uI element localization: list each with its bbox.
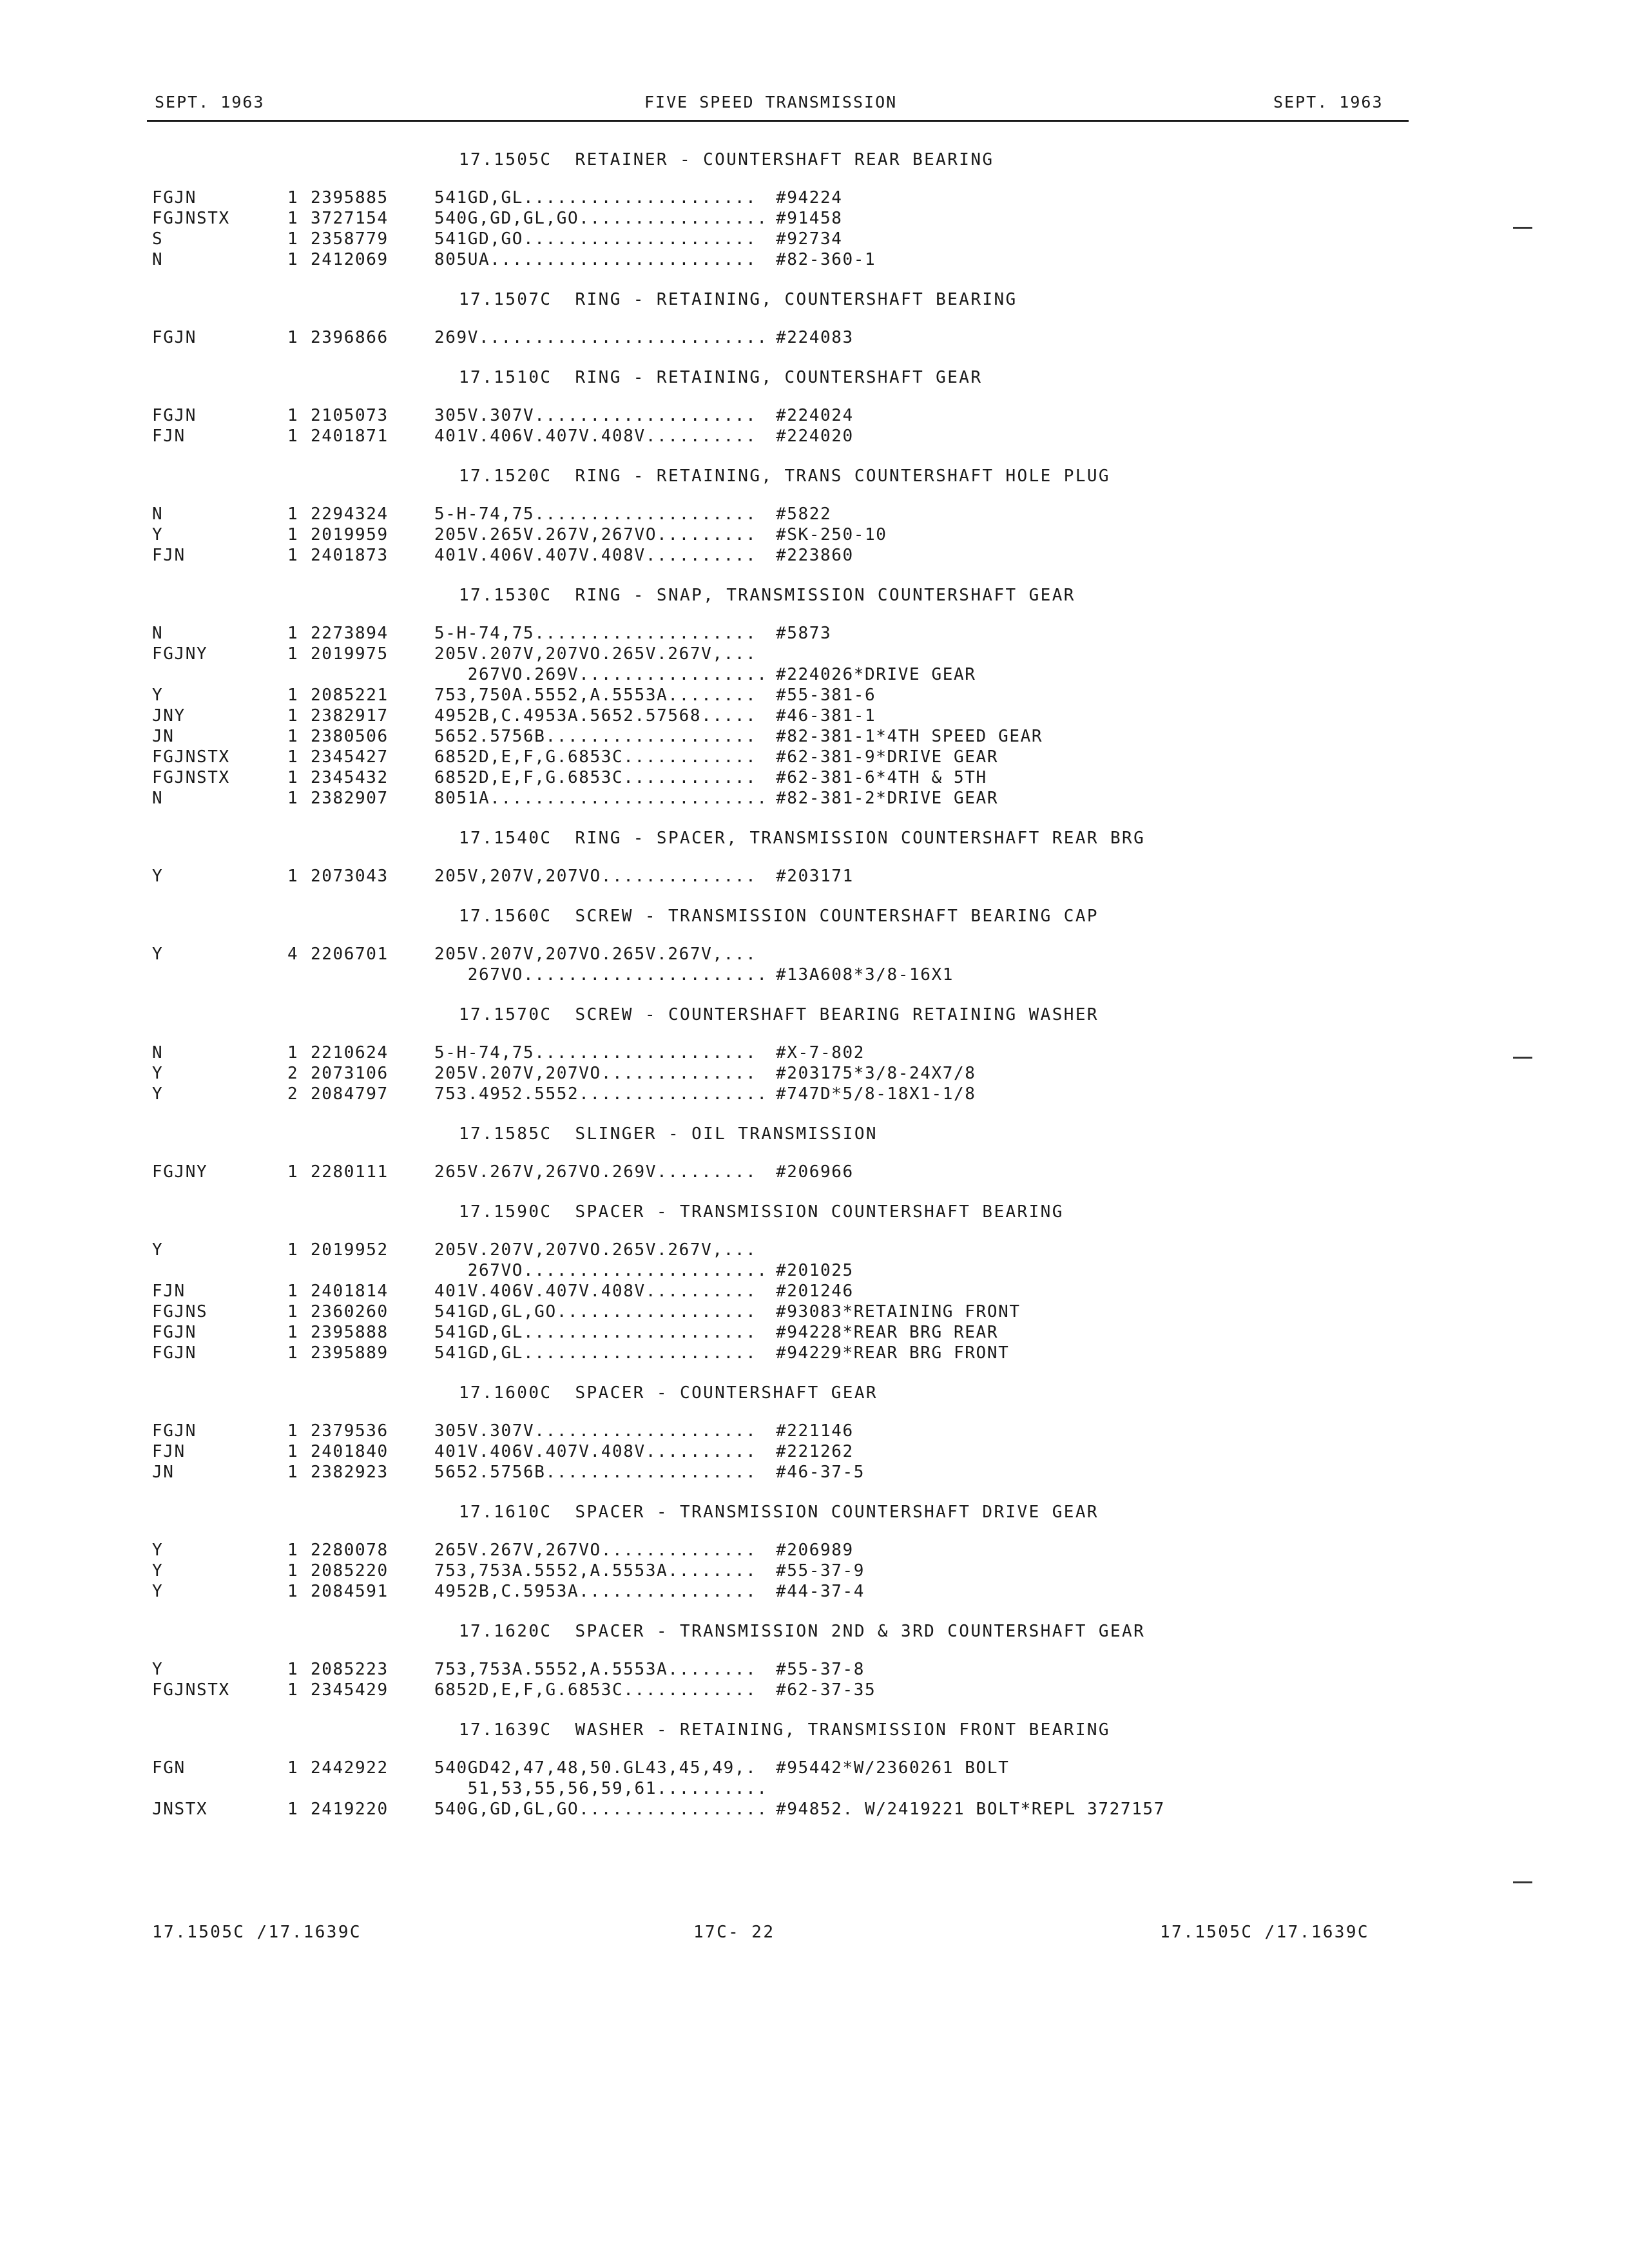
part-row bbox=[0, 944, 1629, 965]
parts-listing bbox=[0, 149, 1629, 1820]
application-desc: 51,53,55,56,59,61.......... bbox=[434, 1779, 768, 1798]
part-number: 2401840 bbox=[311, 1442, 389, 1461]
application-desc: 205V.207V,207VO.265V.267V,... bbox=[434, 1240, 757, 1260]
section-title: 17.1560C SCREW - TRANSMISSION COUNTERSHAFT BEARING CAP bbox=[459, 907, 1099, 926]
quantity: 1 bbox=[287, 1302, 299, 1321]
application-desc: 541GD,GO..................... bbox=[434, 229, 757, 249]
parts-section bbox=[0, 289, 1629, 348]
parts-section bbox=[0, 585, 1629, 809]
section-title: 17.1570C SCREW - COUNTERSHAFT BEARING RETAINING WASHER bbox=[459, 1005, 1099, 1024]
application-desc: 540G,GD,GL,GO................. bbox=[434, 1800, 768, 1819]
part-number: 3727154 bbox=[311, 209, 389, 228]
part-number: 2019975 bbox=[311, 644, 389, 664]
part-row bbox=[0, 1778, 1629, 1799]
model-code: FGJN bbox=[152, 1323, 197, 1342]
section-title: 17.1530C RING - SNAP, TRANSMISSION COUNTERSHAFT GEAR bbox=[459, 586, 1075, 605]
application-desc: 6852D,E,F,G.6853C............ bbox=[434, 747, 757, 767]
reference: #X-7-802 bbox=[776, 1043, 865, 1062]
quantity: 1 bbox=[287, 1282, 299, 1301]
model-code: FGJNSTX bbox=[152, 768, 230, 787]
quantity: 1 bbox=[287, 1582, 299, 1601]
application-desc: 205V.207V,207VO.............. bbox=[434, 1064, 757, 1083]
section-title: 17.1600C SPACER - COUNTERSHAFT GEAR bbox=[459, 1383, 878, 1403]
header-date-right: SEPT. 1963 bbox=[1273, 93, 1383, 111]
part-number: 2273894 bbox=[311, 624, 389, 643]
section-title: 17.1620C SPACER - TRANSMISSION 2ND & 3RD COUNTERSHAFT GEAR bbox=[459, 1622, 1146, 1641]
part-number: 2401873 bbox=[311, 546, 389, 565]
application-desc: 269V.......................... bbox=[434, 328, 768, 347]
model-code: FGJN bbox=[152, 1343, 197, 1363]
reference: #55-381-6 bbox=[776, 686, 876, 705]
part-number: 2085223 bbox=[311, 1660, 389, 1679]
reference: #62-381-9*DRIVE GEAR bbox=[776, 747, 999, 767]
model-code: FGJNS bbox=[152, 1302, 208, 1321]
part-number: 2019959 bbox=[311, 525, 389, 544]
quantity: 1 bbox=[287, 768, 299, 787]
part-number: 2345432 bbox=[311, 768, 389, 787]
application-desc: 5652.5756B................... bbox=[434, 1463, 757, 1482]
reference: #91458 bbox=[776, 209, 843, 228]
quantity: 1 bbox=[287, 1680, 299, 1700]
header-rule bbox=[147, 120, 1409, 122]
part-row bbox=[0, 726, 1629, 747]
footer-page-number: 17C- 22 bbox=[693, 1923, 775, 1942]
part-row bbox=[0, 1758, 1629, 1778]
reference: #94229*REAR BRG FRONT bbox=[776, 1343, 1010, 1363]
parts-section bbox=[0, 906, 1629, 985]
footer-range-left: 17.1505C /17.1639C bbox=[152, 1923, 361, 1942]
reference: #82-381-2*DRIVE GEAR bbox=[776, 789, 999, 808]
part-number: 2345429 bbox=[311, 1680, 389, 1700]
reference: #55-37-9 bbox=[776, 1561, 865, 1581]
part-number: 2442922 bbox=[311, 1758, 389, 1778]
reference: #221146 bbox=[776, 1421, 854, 1441]
model-code: N bbox=[152, 505, 164, 524]
quantity: 1 bbox=[287, 406, 299, 425]
application-desc: 401V.406V.407V.408V.......... bbox=[434, 427, 757, 446]
part-row bbox=[0, 249, 1629, 270]
reference: #94852. W/2419221 BOLT*REPL 3727157 bbox=[776, 1800, 1165, 1819]
part-number: 2073106 bbox=[311, 1064, 389, 1083]
part-number: 2084591 bbox=[311, 1582, 389, 1601]
part-number: 2085220 bbox=[311, 1561, 389, 1581]
parts-section bbox=[0, 1383, 1629, 1483]
model-code: N bbox=[152, 789, 164, 808]
reference: #747D*5/8-18X1-1/8 bbox=[776, 1084, 976, 1104]
part-row bbox=[0, 706, 1629, 726]
model-code: FGJNY bbox=[152, 1162, 208, 1182]
model-code: Y bbox=[152, 1541, 164, 1560]
application-desc: 267VO.269V................. bbox=[434, 665, 768, 684]
application-desc: 267VO...................... bbox=[434, 1261, 768, 1280]
model-code: JN bbox=[152, 1463, 175, 1482]
quantity: 1 bbox=[287, 1463, 299, 1482]
reference: #5822 bbox=[776, 505, 832, 524]
part-row bbox=[0, 1581, 1629, 1602]
model-code: Y bbox=[152, 525, 164, 544]
reference: #203175*3/8-24X7/8 bbox=[776, 1064, 976, 1083]
part-number: 2345427 bbox=[311, 747, 389, 767]
application-desc: 540G,GD,GL,GO................. bbox=[434, 209, 768, 228]
model-code: N bbox=[152, 624, 164, 643]
quantity: 1 bbox=[287, 188, 299, 207]
part-row bbox=[0, 426, 1629, 447]
application-desc: 5652.5756B................... bbox=[434, 727, 757, 746]
model-code: Y bbox=[152, 1064, 164, 1083]
application-desc: 5-H-74,75.................... bbox=[434, 505, 757, 524]
quantity: 2 bbox=[287, 1084, 299, 1104]
reference: #5873 bbox=[776, 624, 832, 643]
part-row bbox=[0, 1540, 1629, 1561]
reference: #224083 bbox=[776, 328, 854, 347]
section-title: 17.1505C RETAINER - COUNTERSHAFT REAR BEARING bbox=[459, 150, 994, 169]
model-code: JNY bbox=[152, 706, 186, 726]
part-row bbox=[0, 187, 1629, 208]
model-code: S bbox=[152, 229, 164, 249]
part-row bbox=[0, 229, 1629, 249]
parts-section bbox=[0, 466, 1629, 566]
footer-range-right: 17.1505C /17.1639C bbox=[1160, 1923, 1369, 1942]
application-desc: 205V.207V,207VO.265V.267V,... bbox=[434, 945, 757, 964]
application-desc: 205V.265V.267V,267VO......... bbox=[434, 525, 757, 544]
model-code: Y bbox=[152, 867, 164, 886]
application-desc: 305V.307V.................... bbox=[434, 406, 757, 425]
part-row bbox=[0, 1322, 1629, 1343]
parts-section bbox=[0, 1720, 1629, 1820]
model-code: FJN bbox=[152, 1442, 186, 1461]
application-desc: 541GD,GL,GO.................. bbox=[434, 1302, 757, 1321]
part-row bbox=[0, 1343, 1629, 1363]
reference: #95442*W/2360261 BOLT bbox=[776, 1758, 1010, 1778]
application-desc: 540GD42,47,48,50.GL43,45,49,. bbox=[434, 1758, 757, 1778]
part-number: 2085221 bbox=[311, 686, 389, 705]
part-number: 2382907 bbox=[311, 789, 389, 808]
reference: #224024 bbox=[776, 406, 854, 425]
part-number: 2206701 bbox=[311, 945, 389, 964]
model-code: FGJN bbox=[152, 1421, 197, 1441]
part-row bbox=[0, 1659, 1629, 1680]
quantity: 1 bbox=[287, 328, 299, 347]
quantity: 1 bbox=[287, 209, 299, 228]
model-code: Y bbox=[152, 1561, 164, 1581]
model-code: N bbox=[152, 250, 164, 269]
part-row bbox=[0, 1462, 1629, 1483]
part-row bbox=[0, 965, 1629, 985]
application-desc: 8051A......................... bbox=[434, 789, 768, 808]
quantity: 4 bbox=[287, 945, 299, 964]
reference: #44-37-4 bbox=[776, 1582, 865, 1601]
model-code: FGJN bbox=[152, 406, 197, 425]
reference: #221262 bbox=[776, 1442, 854, 1461]
model-code: FGJN bbox=[152, 188, 197, 207]
quantity: 1 bbox=[287, 1800, 299, 1819]
application-desc: 305V.307V.................... bbox=[434, 1421, 757, 1441]
parts-section bbox=[0, 1124, 1629, 1182]
application-desc: 265V.267V,267VO.............. bbox=[434, 1541, 757, 1560]
quantity: 1 bbox=[287, 1043, 299, 1062]
part-number: 2382923 bbox=[311, 1463, 389, 1482]
part-number: 2280111 bbox=[311, 1162, 389, 1182]
application-desc: 5-H-74,75.................... bbox=[434, 624, 757, 643]
reference: #223860 bbox=[776, 546, 854, 565]
quantity: 1 bbox=[287, 1240, 299, 1260]
application-desc: 401V.406V.407V.408V.......... bbox=[434, 1442, 757, 1461]
part-number: 2401871 bbox=[311, 427, 389, 446]
part-row bbox=[0, 644, 1629, 664]
model-code: Y bbox=[152, 945, 164, 964]
parts-section bbox=[0, 1502, 1629, 1602]
quantity: 1 bbox=[287, 546, 299, 565]
part-row bbox=[0, 767, 1629, 788]
section-title: 17.1540C RING - SPACER, TRANSMISSION COUNTERSHAFT REAR BRG bbox=[459, 829, 1146, 848]
model-code: Y bbox=[152, 1240, 164, 1260]
part-number: 2382917 bbox=[311, 706, 389, 726]
model-code: Y bbox=[152, 1660, 164, 1679]
part-row bbox=[0, 1421, 1629, 1441]
application-desc: 753,753A.5552,A.5553A........ bbox=[434, 1561, 757, 1581]
reference: #62-37-35 bbox=[776, 1680, 876, 1700]
part-number: 2419220 bbox=[311, 1800, 389, 1819]
part-row bbox=[0, 1561, 1629, 1581]
parts-section bbox=[0, 367, 1629, 447]
part-row bbox=[0, 685, 1629, 706]
model-code: JNSTX bbox=[152, 1800, 208, 1819]
section-title: 17.1610C SPACER - TRANSMISSION COUNTERSHAFT DRIVE GEAR bbox=[459, 1503, 1099, 1522]
parts-section bbox=[0, 828, 1629, 887]
part-number: 2395885 bbox=[311, 188, 389, 207]
part-number: 2084797 bbox=[311, 1084, 389, 1104]
reference: #94228*REAR BRG REAR bbox=[776, 1323, 999, 1342]
quantity: 1 bbox=[287, 686, 299, 705]
part-number: 2401814 bbox=[311, 1282, 389, 1301]
reference: #SK-250-10 bbox=[776, 525, 887, 544]
reference: #94224 bbox=[776, 188, 843, 207]
quantity: 1 bbox=[287, 706, 299, 726]
reference: #201025 bbox=[776, 1261, 854, 1280]
application-desc: 265V.267V,267VO.269V......... bbox=[434, 1162, 757, 1182]
part-number: 2358779 bbox=[311, 229, 389, 249]
part-number: 2360260 bbox=[311, 1302, 389, 1321]
quantity: 1 bbox=[287, 1758, 299, 1778]
part-number: 2412069 bbox=[311, 250, 389, 269]
model-code: Y bbox=[152, 1084, 164, 1104]
part-row bbox=[0, 1260, 1629, 1281]
model-code: Y bbox=[152, 686, 164, 705]
application-desc: 401V.406V.407V.408V.......... bbox=[434, 546, 757, 565]
part-row bbox=[0, 1799, 1629, 1820]
part-row bbox=[0, 1162, 1629, 1182]
reference: #92734 bbox=[776, 229, 843, 249]
part-number: 2105073 bbox=[311, 406, 389, 425]
part-row bbox=[0, 524, 1629, 545]
model-code: Y bbox=[152, 1582, 164, 1601]
quantity: 1 bbox=[287, 427, 299, 446]
application-desc: 541GD,GL..................... bbox=[434, 188, 757, 207]
part-row bbox=[0, 1240, 1629, 1260]
section-title: 17.1585C SLINGER - OIL TRANSMISSION bbox=[459, 1124, 878, 1144]
quantity: 1 bbox=[287, 1442, 299, 1461]
model-code: FGJNSTX bbox=[152, 209, 230, 228]
model-code: FGJN bbox=[152, 328, 197, 347]
part-number: 2210624 bbox=[311, 1043, 389, 1062]
header-date-left: SEPT. 1963 bbox=[155, 93, 265, 111]
part-row bbox=[0, 545, 1629, 566]
part-row bbox=[0, 1063, 1629, 1084]
reference: #206989 bbox=[776, 1541, 854, 1560]
model-code: FGJNSTX bbox=[152, 747, 230, 767]
part-row bbox=[0, 1302, 1629, 1322]
quantity: 1 bbox=[287, 644, 299, 664]
reference: #224020 bbox=[776, 427, 854, 446]
quantity: 1 bbox=[287, 747, 299, 767]
part-number: 2396866 bbox=[311, 328, 389, 347]
quantity: 1 bbox=[287, 505, 299, 524]
application-desc: 401V.406V.407V.408V.......... bbox=[434, 1282, 757, 1301]
section-title: 17.1510C RING - RETAINING, COUNTERSHAFT GEAR bbox=[459, 368, 983, 387]
reference: #13A608*3/8-16X1 bbox=[776, 965, 954, 985]
part-number: 2380506 bbox=[311, 727, 389, 746]
application-desc: 805UA........................ bbox=[434, 250, 757, 269]
quantity: 1 bbox=[287, 789, 299, 808]
quantity: 1 bbox=[287, 1421, 299, 1441]
quantity: 1 bbox=[287, 525, 299, 544]
quantity: 2 bbox=[287, 1064, 299, 1083]
part-row bbox=[0, 1043, 1629, 1063]
part-row bbox=[0, 405, 1629, 426]
parts-section bbox=[0, 149, 1629, 270]
reference: #93083*RETAINING FRONT bbox=[776, 1302, 1021, 1321]
header-title: FIVE SPEED TRANSMISSION bbox=[644, 93, 898, 111]
model-code: FJN bbox=[152, 427, 186, 446]
application-desc: 4952B,C.5953A................ bbox=[434, 1582, 757, 1601]
part-number: 2294324 bbox=[311, 505, 389, 524]
part-row bbox=[0, 1441, 1629, 1462]
model-code: FJN bbox=[152, 1282, 186, 1301]
model-code: N bbox=[152, 1043, 164, 1062]
margin-mark bbox=[1513, 227, 1532, 229]
model-code: FGJNY bbox=[152, 644, 208, 664]
application-desc: 541GD,GL..................... bbox=[434, 1343, 757, 1363]
part-row bbox=[0, 208, 1629, 229]
part-row bbox=[0, 1084, 1629, 1104]
part-number: 2073043 bbox=[311, 867, 389, 886]
application-desc: 4952B,C.4953A.5652.57568..... bbox=[434, 706, 757, 726]
reference: #203171 bbox=[776, 867, 854, 886]
part-row bbox=[0, 788, 1629, 809]
quantity: 1 bbox=[287, 867, 299, 886]
part-number: 2395889 bbox=[311, 1343, 389, 1363]
reference: #82-360-1 bbox=[776, 250, 876, 269]
application-desc: 205V,207V,207VO.............. bbox=[434, 867, 757, 886]
quantity: 1 bbox=[287, 1323, 299, 1342]
application-desc: 753,753A.5552,A.5553A........ bbox=[434, 1660, 757, 1679]
application-desc: 205V.207V,207VO.265V.267V,... bbox=[434, 644, 757, 664]
quantity: 1 bbox=[287, 624, 299, 643]
part-row bbox=[0, 327, 1629, 348]
quantity: 1 bbox=[287, 727, 299, 746]
model-code: JN bbox=[152, 727, 175, 746]
reference: #201246 bbox=[776, 1282, 854, 1301]
reference: #46-37-5 bbox=[776, 1463, 865, 1482]
application-desc: 5-H-74,75.................... bbox=[434, 1043, 757, 1062]
quantity: 1 bbox=[287, 1660, 299, 1679]
part-row bbox=[0, 1281, 1629, 1302]
part-row bbox=[0, 504, 1629, 524]
reference: #82-381-1*4TH SPEED GEAR bbox=[776, 727, 1043, 746]
quantity: 1 bbox=[287, 250, 299, 269]
application-desc: 6852D,E,F,G.6853C............ bbox=[434, 768, 757, 787]
quantity: 1 bbox=[287, 1343, 299, 1363]
margin-mark bbox=[1513, 1881, 1532, 1883]
reference: #206966 bbox=[776, 1162, 854, 1182]
reference: #224026*DRIVE GEAR bbox=[776, 665, 976, 684]
model-code: FGN bbox=[152, 1758, 186, 1778]
section-title: 17.1590C SPACER - TRANSMISSION COUNTERSHAFT BEARING bbox=[459, 1202, 1064, 1222]
application-desc: 541GD,GL..................... bbox=[434, 1323, 757, 1342]
part-number: 2019952 bbox=[311, 1240, 389, 1260]
part-row bbox=[0, 664, 1629, 685]
quantity: 1 bbox=[287, 1162, 299, 1182]
model-code: FGJNSTX bbox=[152, 1680, 230, 1700]
reference: #62-381-6*4TH & 5TH bbox=[776, 768, 987, 787]
section-title: 17.1520C RING - RETAINING, TRANS COUNTERSHAFT HOLE PLUG bbox=[459, 466, 1110, 486]
reference: #46-381-1 bbox=[776, 706, 876, 726]
part-number: 2395888 bbox=[311, 1323, 389, 1342]
margin-mark bbox=[1513, 1057, 1532, 1059]
part-row bbox=[0, 623, 1629, 644]
parts-section bbox=[0, 1004, 1629, 1104]
model-code: FJN bbox=[152, 546, 186, 565]
section-title: 17.1507C RING - RETAINING, COUNTERSHAFT BEARING bbox=[459, 290, 1017, 309]
part-row bbox=[0, 747, 1629, 767]
parts-section bbox=[0, 1621, 1629, 1700]
reference: #55-37-8 bbox=[776, 1660, 865, 1679]
application-desc: 753,750A.5552,A.5553A........ bbox=[434, 686, 757, 705]
parts-section bbox=[0, 1202, 1629, 1363]
quantity: 1 bbox=[287, 1561, 299, 1581]
application-desc: 753.4952.5552................. bbox=[434, 1084, 768, 1104]
application-desc: 6852D,E,F,G.6853C............ bbox=[434, 1680, 757, 1700]
quantity: 1 bbox=[287, 1541, 299, 1560]
part-row bbox=[0, 1680, 1629, 1700]
quantity: 1 bbox=[287, 229, 299, 249]
application-desc: 267VO...................... bbox=[434, 965, 768, 985]
section-title: 17.1639C WASHER - RETAINING, TRANSMISSION FRONT BEARING bbox=[459, 1720, 1110, 1740]
part-row bbox=[0, 866, 1629, 887]
part-number: 2280078 bbox=[311, 1541, 389, 1560]
part-number: 2379536 bbox=[311, 1421, 389, 1441]
